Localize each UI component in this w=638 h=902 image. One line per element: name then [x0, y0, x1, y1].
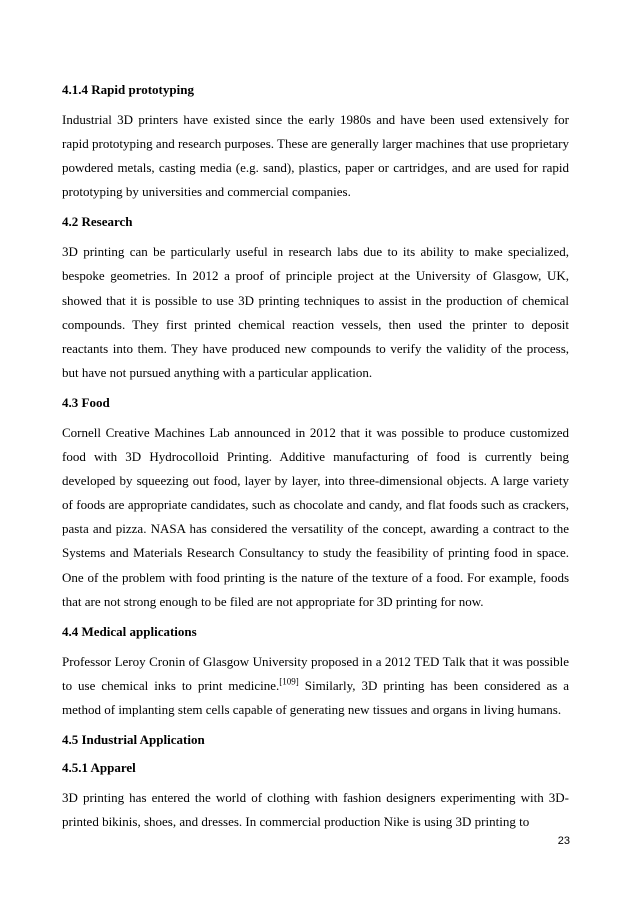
section-paragraph: 3D printing can be particularly useful in research labs due to its ability to make specialized, bespoke geometries. In 2012 a proof of principle project at the University of Glasgow, UK, showed that it is possible to use 3D printing techniques to assist in the production of chemical compounds. They first printed chemical reaction vessels, then used the printer to deposit reactants into them. They have produced new compounds to verify the validity of the process, but have not pursued anything with a particular application. — [62, 244, 569, 380]
paragraph-text: Professor Leroy Cronin of Glasgow University proposed in a 2012 TED Talk that it was possible to use chemical inks to print medicine. — [62, 653, 569, 693]
section-paragraph: Cornell Creative Machines Lab announced in 2012 that it was possible to produce customized food with 3D Hydrocolloid Printing. Additive manufacturing of food is currently being developed by squeezing out food, layer by layer, into three-dimensional objects. A large variety of foods are appropriate candidates, such as chocolate and candy, and flat foods such as crackers, pasta and pizza. NASA has considered the versatility of the concept, awarding a contract to the Systems and Materials Research Consultancy to study the feasibility of printing food in space. One of the problem with food printing is the nature of the texture of a food. For example, foods that are not strong enough to be filed are not appropriate for 3D printing for now. — [62, 424, 569, 609]
section-apparel — [62, 758, 569, 834]
paragraph-text: Similarly, 3D printing has been considered as a method of implanting stem cells capable of generating new tissues and organs in living humans. — [62, 677, 569, 717]
section-heading: 4.5 Industrial Application — [62, 731, 205, 747]
section-heading: 4.2 Research — [62, 214, 133, 230]
section-heading: 4.1.4 Rapid prototyping — [62, 82, 194, 97]
section-paragraph: Industrial 3D printers have existed since the early 1980s and have been used extensively for rapid prototyping and research purposes. These are generally larger machines that use proprietary powdered metals, casting media (e.g. sand), plastics, paper or cartridges, and are used for rapid prototyping by universities and commercial companies. — [62, 112, 569, 200]
section-food — [62, 393, 569, 614]
section-heading: 4.3 Food — [62, 394, 110, 410]
section-heading: 4.5.1 Apparel — [62, 759, 136, 775]
section-paragraph — [62, 650, 569, 722]
section-research — [62, 212, 569, 385]
page-number: 23 — [557, 835, 570, 847]
section-heading: 4.4 Medical applications — [62, 623, 197, 639]
section-rapid-prototyping — [62, 80, 569, 204]
section-medical-applications — [62, 622, 569, 722]
citation-marker[interactable]: [109] — [279, 676, 299, 687]
document-page — [62, 80, 569, 842]
section-paragraph: 3D printing has entered the world of clothing with fashion designers experimenting with 3D-printed bikinis, shoes, and dresses. In commercial production Nike is using 3D printing to — [62, 789, 569, 830]
section-industrial-application — [62, 730, 569, 750]
